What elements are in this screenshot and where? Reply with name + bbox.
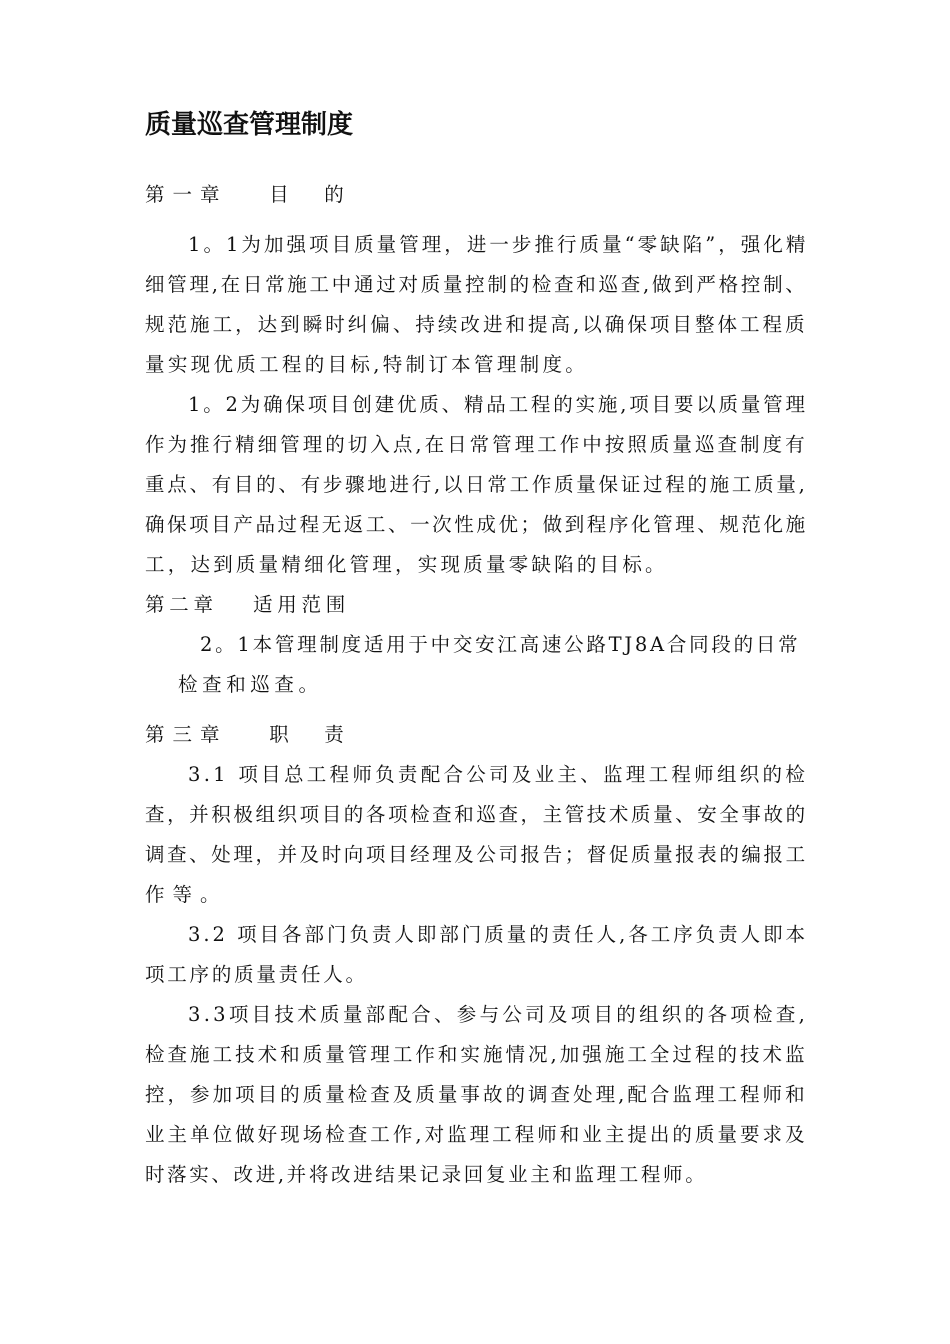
paragraph-line: 检查和巡查。 [178,673,323,696]
paragraph-line: 确保项目产品过程无返工、一次性成优；做到程序化管理、规范化施 [145,513,808,536]
paragraph-line: 规范施工，达到瞬时纠偏、持续改进和提高,以确保项目整体工程质 [145,313,808,336]
paragraph-line: 控，参加项目的质量检查及质量事故的调查处理,配合监理工程师和 [145,1083,808,1106]
paragraph-line: 查，并积极组织项目的各项检查和巡查，主管技术质量、安全事故的 [145,803,808,826]
paragraph-line: 作为推行精细管理的切入点,在日常管理工作中按照质量巡查制度有 [145,433,808,456]
document-title: 质量巡查管理制度 [145,110,354,140]
paragraph-line: 3.2 项目各部门负责人即部门质量的责任人,各工序负责人即本 [188,923,809,946]
paragraph-line: 检查施工技术和质量管理工作和实施情况,加强施工全过程的技术监 [145,1043,808,1066]
paragraph-line: 3.3项目技术质量部配合、参与公司及项目的组织的各项检查, [188,1003,809,1026]
paragraph-line: 量实现优质工程的目标,特制订本管理制度。 [145,353,589,376]
paragraph-line: 作等。 [145,883,228,906]
paragraph-line: 工，达到质量精细化管理，实现质量零缺陷的目标。 [145,553,668,576]
paragraph-line: 1。1为加强项目质量管理，进一步推行质量“零缺陷”，强化精 [188,233,809,256]
paragraph-line: 1。2为确保项目创建优质、精品工程的实施,项目要以质量管理 [188,393,808,416]
paragraph-line: 3.1 项目总工程师负责配合公司及业主、监理工程师组织的检 [188,763,809,786]
paragraph-line: 2。1本管理制度适用于中交安江高速公路TJ8A合同段的日常 [200,633,801,656]
chapter-heading: 第三章 职 责 [145,723,352,746]
paragraph-line: 业主单位做好现场检查工作,对监理工程师和业主提出的质量要求及 [145,1123,808,1146]
paragraph-line: 调查、处理，并及时向项目经理及公司报告；督促质量报表的编报工 [145,843,808,866]
paragraph-line: 时落实、改进,并将改进结果记录回复业主和监理工程师。 [145,1163,708,1186]
paragraph-line: 重点、有目的、有步骤地进行,以日常工作质量保证过程的施工质量, [145,473,808,496]
chapter-heading: 第一章 目 的 [145,183,352,206]
paragraph-line: 细管理,在日常施工中通过对质量控制的检查和巡查,做到严格控制、 [145,273,808,296]
paragraph-line: 项工序的质量责任人。 [145,963,368,986]
chapter-heading: 第二章 适用范围 [145,593,350,616]
